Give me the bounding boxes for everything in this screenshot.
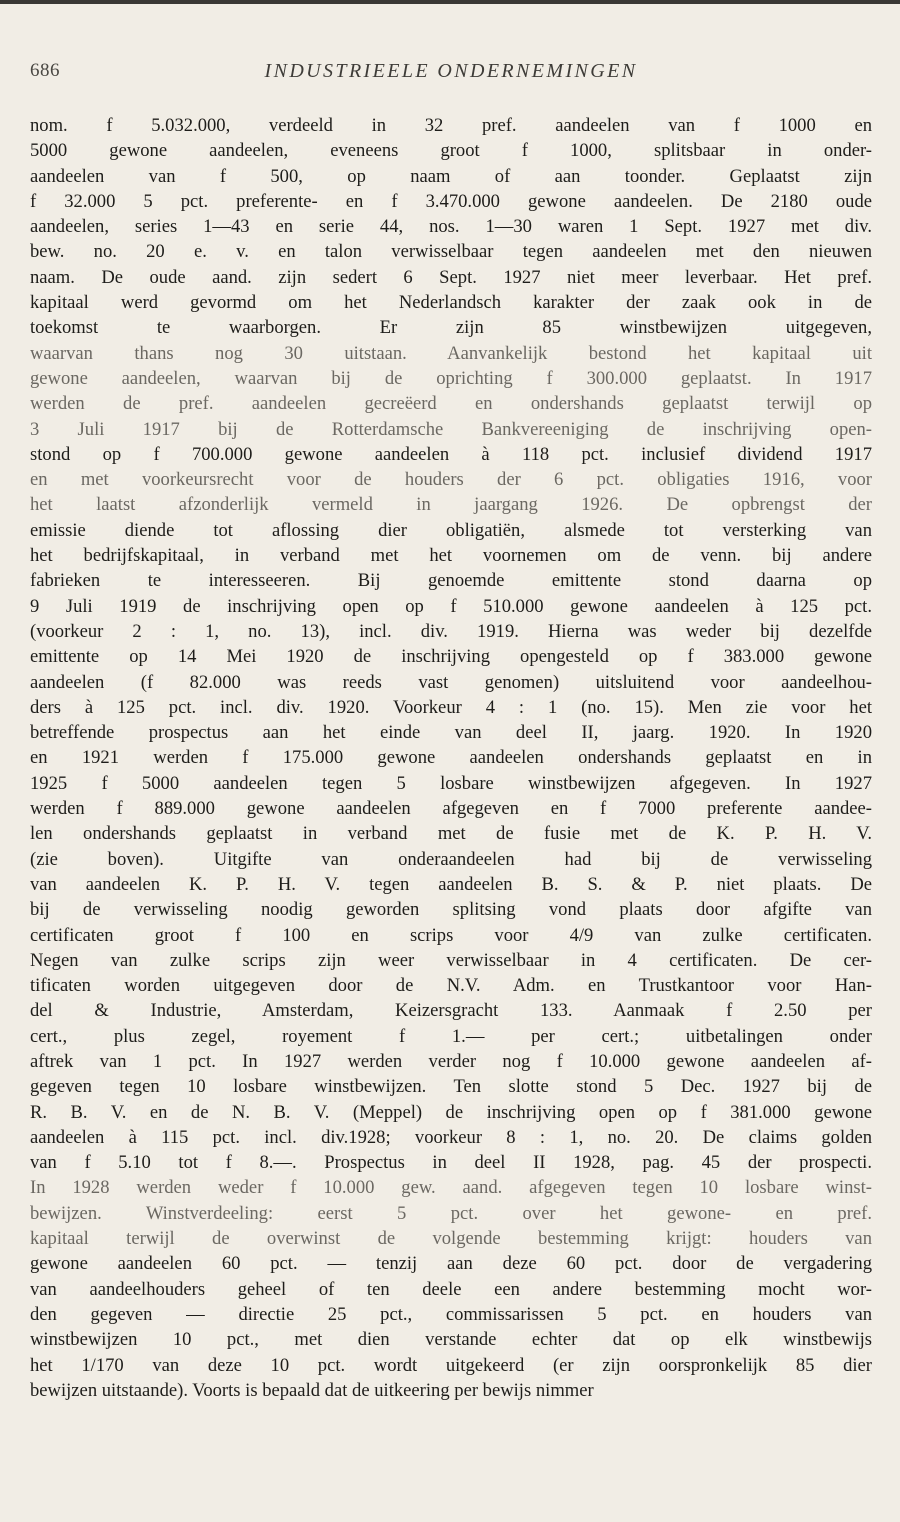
- text-line: 5000 gewone aandeelen, eveneens groot f 1000, splitsbaar in onder-: [30, 140, 872, 162]
- text-line: gewone aandeelen, waarvan bij de oprichting f 300.000 geplaatst. In 1917: [30, 367, 872, 389]
- text-line: aandeelen, series 1—43 en serie 44, nos. 1—30 waren 1 Sept. 1927 met div.: [30, 216, 872, 238]
- text-line: van aandeelhouders geheel of ten deele een andere bestemming mocht wor-: [30, 1278, 872, 1300]
- text-line: emittente op 14 Mei 1920 de inschrijving opengesteld op f 383.000 gewone: [30, 646, 872, 668]
- text-line: het 1/170 van deze 10 pct. wordt uitgekeerd (er zijn oorspronkelijk 85 dier: [30, 1354, 872, 1376]
- text-line: bij de verwisseling noodig geworden splitsing vond plaats door afgifte van: [30, 899, 872, 921]
- text-line: aandeelen van f 500, op naam of aan toonder. Geplaatst zijn: [30, 165, 872, 187]
- page-number: 686: [30, 60, 60, 81]
- text-line: Negen van zulke scrips zijn weer verwisselbaar in 4 certificaten. De cer-: [30, 949, 872, 971]
- text-line: cert., plus zegel, royement f 1.— per cert.; uitbetalingen onder: [30, 1025, 872, 1047]
- text-line: certificaten groot f 100 en scrips voor 4/9 van zulke certificaten.: [30, 924, 872, 946]
- text-line: bew. no. 20 e. v. en talon verwisselbaar tegen aandeelen met den nieuwen: [30, 241, 872, 263]
- text-line: aandeelen (f 82.000 was reeds vast genomen) uitsluitend voor aandeelhou-: [30, 671, 872, 693]
- text-line: kapitaal terwijl de overwinst de volgende bestemming krijgt: houders van: [30, 1228, 872, 1250]
- text-line: gegeven tegen 10 losbare winstbewijzen. Ten slotte stond 5 Dec. 1927 bij de: [30, 1076, 872, 1098]
- text-line: en met voorkeursrecht voor de houders der 6 pct. obligaties 1916, voor: [30, 469, 872, 491]
- body-text: [30, 113, 872, 1403]
- text-line: del & Industrie, Amsterdam, Keizersgracht 133. Aanmaak f 2.50 per: [30, 1000, 872, 1022]
- text-line: fabrieken te interesseeren. Bij genoemde emittente stond daarna op: [30, 570, 872, 592]
- text-line: toekomst te waarborgen. Er zijn 85 winstbewijzen uitgegeven,: [30, 317, 872, 339]
- text-line: en 1921 werden f 175.000 gewone aandeelen ondershands geplaatst en in: [30, 747, 872, 769]
- text-line: naam. De oude aand. zijn sedert 6 Sept. 1927 niet meer leverbaar. Het pref.: [30, 266, 872, 288]
- text-line: len ondershands geplaatst in verband met de fusie met de K. P. H. V.: [30, 823, 872, 845]
- text-line: ders à 125 pct. incl. div. 1920. Voorkeur 4 : 1 (no. 15). Men zie voor het: [30, 696, 872, 718]
- text-line: 9 Juli 1919 de inschrijving open op f 510.000 gewone aandeelen à 125 pct.: [30, 595, 872, 617]
- text-line: 3 Juli 1917 bij de Rotterdamsche Bankvereeniging de inschrijving open-: [30, 418, 872, 440]
- text-line: aandeelen à 115 pct. incl. div.1928; voorkeur 8 : 1, no. 20. De claims golden: [30, 1126, 872, 1148]
- text-line: van f 5.10 tot f 8.—. Prospectus in deel II 1928, pag. 45 der prospecti.: [30, 1152, 872, 1174]
- text-line: het bedrijfskapitaal, in verband met het voornemen om de venn. bij andere: [30, 545, 872, 567]
- text-line: stond op f 700.000 gewone aandeelen à 118 pct. inclusief dividend 1917: [30, 443, 872, 465]
- text-line: den gegeven — directie 25 pct., commissarissen 5 pct. en houders van: [30, 1303, 872, 1325]
- text-line: betreffende prospectus aan het einde van deel II, jaarg. 1920. In 1920: [30, 722, 872, 744]
- text-line: In 1928 werden weder f 10.000 gew. aand. afgegeven tegen 10 losbare winst-: [30, 1177, 872, 1199]
- text-line: werden de pref. aandeelen gecreëerd en ondershands geplaatst terwijl op: [30, 393, 872, 415]
- text-line: 1925 f 5000 aandeelen tegen 5 losbare winstbewijzen afgegeven. In 1927: [30, 772, 872, 794]
- text-line: van aandeelen K. P. H. V. tegen aandeelen B. S. & P. niet plaats. De: [30, 873, 872, 895]
- text-line: tificaten worden uitgegeven door de N.V. Adm. en Trustkantoor voor Han-: [30, 975, 872, 997]
- page-top-rule: [0, 0, 900, 4]
- text-line: werden f 889.000 gewone aandeelen afgegeven en f 7000 preferente aandee-: [30, 798, 872, 820]
- text-line: (zie boven). Uitgifte van onderaandeelen had bij de verwisseling: [30, 848, 872, 870]
- running-title: INDUSTRIEELE ONDERNEMINGEN: [264, 60, 638, 82]
- text-line: waarvan thans nog 30 uitstaan. Aanvankelijk bestond het kapitaal uit: [30, 342, 872, 364]
- text-line: f 32.000 5 pct. preferente- en f 3.470.000 gewone aandeelen. De 2180 oude: [30, 190, 872, 212]
- text-line: R. B. V. en de N. B. V. (Meppel) de inschrijving open op f 381.000 gewone: [30, 1101, 872, 1123]
- text-line: bewijzen uitstaande). Voorts is bepaald dat de uitkeering per bewijs nimmer: [30, 1379, 594, 1401]
- text-line: kapitaal werd gevormd om het Nederlandsch karakter der zaak ook in de: [30, 292, 872, 314]
- text-line: gewone aandeelen 60 pct. — tenzij aan deze 60 pct. door de vergadering: [30, 1253, 872, 1275]
- text-line: bewijzen. Winstverdeeling: eerst 5 pct. over het gewone- en pref.: [30, 1202, 872, 1224]
- text-line: emissie diende tot aflossing dier obligatiën, alsmede tot versterking van: [30, 519, 872, 541]
- text-line: aftrek van 1 pct. In 1927 werden verder nog f 10.000 gewone aandeelen af-: [30, 1050, 872, 1072]
- text-line: het laatst afzonderlijk vermeld in jaargang 1926. De opbrengst der: [30, 494, 872, 516]
- text-line: winstbewijzen 10 pct., met dien verstande echter dat op elk winstbewijs: [30, 1329, 872, 1351]
- text-line: nom. f 5.032.000, verdeeld in 32 pref. aandeelen van f 1000 en: [30, 115, 872, 136]
- text-line: (voorkeur 2 : 1, no. 13), incl. div. 1919. Hierna was weder bij dezelfde: [30, 620, 872, 642]
- page-header: [30, 60, 872, 90]
